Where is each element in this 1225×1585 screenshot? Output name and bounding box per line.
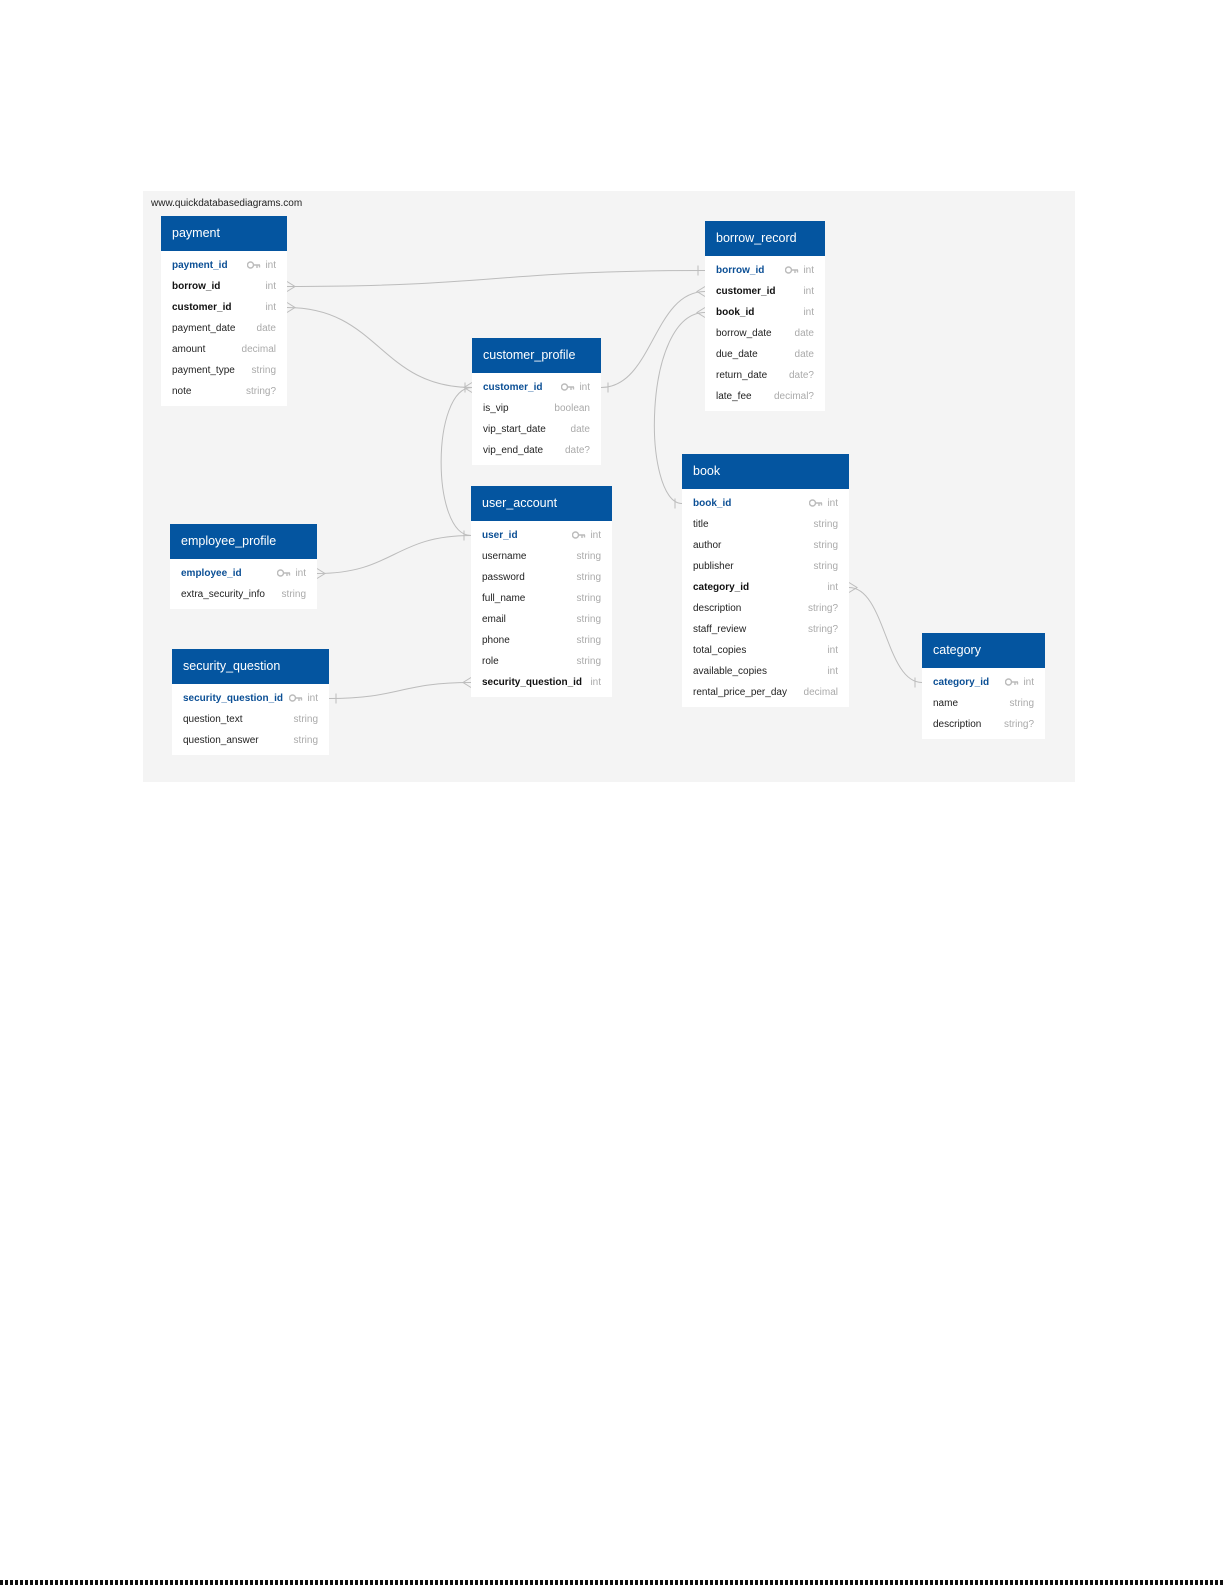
field-type-text: int — [803, 286, 814, 297]
field-row[interactable] — [682, 535, 849, 556]
field-name: security_question_id — [482, 677, 583, 688]
table-title[interactable]: user_account — [471, 486, 612, 521]
field-row[interactable] — [705, 344, 825, 365]
field-type-text: int — [590, 677, 601, 688]
field-type-text: int — [579, 382, 590, 393]
field-name: email — [482, 614, 506, 625]
field-type — [257, 318, 276, 339]
field-type-text: date? — [788, 370, 814, 381]
field-name: security_question_id — [183, 693, 284, 704]
key-icon — [277, 563, 291, 584]
key-icon — [785, 260, 799, 281]
field-type — [561, 377, 590, 398]
field-name: due_date — [716, 349, 758, 360]
field-type-text: boolean — [554, 403, 590, 414]
field-type-text: int — [827, 498, 838, 509]
field-name: book_id — [693, 498, 732, 509]
field-type-text: string — [576, 572, 601, 583]
field-name: description — [693, 603, 742, 614]
field-name: is_vip — [483, 403, 509, 414]
field-row[interactable] — [161, 276, 287, 297]
field-type — [577, 567, 601, 588]
field-name: description — [933, 719, 982, 730]
field-row[interactable] — [705, 386, 825, 407]
field-row[interactable] — [682, 640, 849, 661]
field-name: question_text — [183, 714, 243, 725]
field-name: username — [482, 551, 527, 562]
field-row[interactable] — [705, 281, 825, 302]
field-type — [577, 546, 601, 567]
key-icon — [572, 525, 586, 546]
field-row[interactable] — [471, 546, 612, 567]
field-name: customer_id — [483, 382, 543, 393]
field-name: return_date — [716, 370, 768, 381]
field-row[interactable] — [922, 672, 1045, 693]
field-row[interactable] — [922, 693, 1045, 714]
field-name: borrow_id — [172, 281, 221, 292]
bottom-rule — [0, 1580, 1225, 1585]
field-type-text: int — [827, 645, 838, 656]
field-type-text: int — [265, 260, 276, 271]
field-name: full_name — [482, 593, 526, 604]
field-type — [577, 609, 601, 630]
watermark: www.quickdatabasediagrams.com — [151, 198, 303, 209]
field-type-text: string — [576, 551, 601, 562]
field-row[interactable] — [161, 297, 287, 318]
key-icon — [1005, 672, 1019, 693]
field-row[interactable] — [472, 398, 601, 419]
table-title[interactable]: category — [922, 633, 1045, 668]
field-row[interactable] — [922, 714, 1045, 735]
field-type-text: decimal — [241, 344, 276, 355]
field-type — [827, 661, 838, 682]
field-type-text: date — [256, 323, 276, 334]
field-name: book_id — [716, 307, 755, 318]
field-row[interactable] — [472, 377, 601, 398]
field-type — [795, 344, 814, 365]
field-type-text: string? — [1003, 719, 1034, 730]
field-name: customer_id — [716, 286, 776, 297]
field-name: customer_id — [172, 302, 232, 313]
field-type-text: string — [813, 561, 838, 572]
table-fields — [922, 668, 1045, 739]
field-name: publisher — [693, 561, 734, 572]
field-name: user_id — [482, 530, 518, 541]
field-row[interactable] — [170, 584, 317, 605]
field-name: category_id — [693, 582, 750, 593]
table-fields — [161, 251, 287, 406]
field-row[interactable] — [161, 339, 287, 360]
table-title[interactable]: book — [682, 454, 849, 489]
table-title[interactable]: borrow_record — [705, 221, 825, 256]
field-type-text: int — [590, 530, 601, 541]
field-row[interactable] — [705, 302, 825, 323]
field-row[interactable] — [161, 255, 287, 276]
key-icon — [809, 493, 823, 514]
field-row[interactable] — [682, 493, 849, 514]
table-title[interactable]: employee_profile — [170, 524, 317, 559]
field-row[interactable] — [471, 525, 612, 546]
key-icon — [561, 377, 575, 398]
field-name: note — [172, 386, 192, 397]
field-type — [814, 514, 838, 535]
field-name: role — [482, 656, 499, 667]
field-type-text: int — [295, 568, 306, 579]
field-row[interactable] — [471, 609, 612, 630]
field-type — [265, 297, 276, 318]
field-type — [590, 672, 601, 693]
field-type — [814, 535, 838, 556]
field-type-text: date — [794, 328, 814, 339]
field-type — [803, 302, 814, 323]
field-row[interactable] — [172, 709, 329, 730]
field-type — [282, 584, 306, 605]
field-row[interactable] — [471, 567, 612, 588]
table-borrow-record[interactable] — [705, 221, 825, 411]
table-title[interactable]: security_question — [172, 649, 329, 684]
table-title[interactable]: customer_profile — [472, 338, 601, 373]
field-type-text: int — [265, 281, 276, 292]
field-name: payment_id — [172, 260, 228, 271]
field-type — [577, 630, 601, 651]
field-row[interactable] — [471, 630, 612, 651]
field-row[interactable] — [161, 381, 287, 402]
field-type-text: int — [803, 307, 814, 318]
field-name: payment_date — [172, 323, 236, 334]
field-row[interactable] — [682, 682, 849, 703]
field-row[interactable] — [170, 563, 317, 584]
field-type-text: int — [803, 265, 814, 276]
field-type — [789, 365, 814, 386]
field-type-text: string — [576, 593, 601, 604]
field-type — [803, 281, 814, 302]
field-type — [827, 577, 838, 598]
field-name: available_copies — [693, 666, 767, 677]
table-fields — [170, 559, 317, 609]
field-type-text: date — [570, 424, 590, 435]
field-name: name — [933, 698, 959, 709]
field-row[interactable] — [472, 440, 601, 461]
table-fields — [472, 373, 601, 465]
field-type — [572, 525, 601, 546]
field-name: employee_id — [181, 568, 242, 579]
field-row[interactable] — [471, 588, 612, 609]
field-type-text: string — [576, 614, 601, 625]
field-name: amount — [172, 344, 206, 355]
field-row[interactable] — [682, 514, 849, 535]
field-row[interactable] — [161, 360, 287, 381]
field-type — [252, 360, 276, 381]
field-row[interactable] — [682, 661, 849, 682]
table-category[interactable] — [922, 633, 1045, 739]
field-type-text: int — [265, 302, 276, 313]
field-type-text: string? — [807, 603, 838, 614]
field-name: borrow_id — [716, 265, 765, 276]
field-type — [827, 640, 838, 661]
field-name: staff_review — [693, 624, 747, 635]
field-type — [785, 260, 814, 281]
field-type — [247, 255, 276, 276]
field-type — [577, 588, 601, 609]
table-title[interactable]: payment — [161, 216, 287, 251]
field-row[interactable] — [471, 651, 612, 672]
field-type-text: string — [281, 589, 306, 600]
field-name: payment_type — [172, 365, 235, 376]
table-security-question[interactable] — [172, 649, 329, 755]
field-type-text: string — [293, 714, 318, 725]
field-row[interactable] — [705, 260, 825, 281]
field-type-text: int — [307, 693, 318, 704]
table-fields — [682, 489, 849, 707]
table-customer-profile[interactable] — [472, 338, 601, 465]
field-type — [554, 398, 590, 419]
field-type — [294, 709, 318, 730]
field-type — [294, 730, 318, 751]
field-name: late_fee — [716, 391, 752, 402]
field-type — [265, 276, 276, 297]
field-type — [242, 339, 276, 360]
field-row[interactable] — [472, 419, 601, 440]
table-payment[interactable] — [161, 216, 287, 406]
field-name: password — [482, 572, 525, 583]
field-row[interactable] — [471, 672, 612, 693]
field-type-text: date? — [564, 445, 590, 456]
table-user-account[interactable] — [471, 486, 612, 697]
field-name: title — [693, 519, 709, 530]
field-type — [577, 651, 601, 672]
field-type-text: decimal? — [773, 391, 814, 402]
field-type-text: date — [794, 349, 814, 360]
field-type-text: string — [576, 656, 601, 667]
field-type-text: string — [251, 365, 276, 376]
field-name: borrow_date — [716, 328, 772, 339]
field-type-text: string — [576, 635, 601, 646]
field-name: vip_end_date — [483, 445, 544, 456]
field-type — [1005, 672, 1034, 693]
field-row[interactable] — [682, 577, 849, 598]
key-icon — [289, 688, 303, 709]
key-icon — [247, 255, 261, 276]
field-type — [1004, 714, 1034, 735]
table-fields — [172, 684, 329, 755]
table-fields — [471, 521, 612, 697]
field-name: phone — [482, 635, 510, 646]
field-row[interactable] — [682, 619, 849, 640]
field-name: category_id — [933, 677, 990, 688]
field-type — [246, 381, 276, 402]
field-row[interactable] — [705, 323, 825, 344]
field-name: rental_price_per_day — [693, 687, 787, 698]
field-type-text: string — [293, 735, 318, 746]
field-type — [289, 688, 318, 709]
field-type — [277, 563, 306, 584]
field-name: author — [693, 540, 722, 551]
field-name: vip_start_date — [483, 424, 546, 435]
field-type — [814, 556, 838, 577]
field-type-text: string? — [245, 386, 276, 397]
field-type — [774, 386, 814, 407]
field-type — [795, 323, 814, 344]
field-name: extra_security_info — [181, 589, 265, 600]
field-name: total_copies — [693, 645, 747, 656]
field-type-text: int — [827, 582, 838, 593]
field-type — [804, 682, 838, 703]
field-type-text: int — [1023, 677, 1034, 688]
table-employee-profile[interactable] — [170, 524, 317, 609]
field-row[interactable] — [172, 688, 329, 709]
field-type-text: string — [813, 519, 838, 530]
field-row[interactable] — [705, 365, 825, 386]
field-type-text: string? — [807, 624, 838, 635]
field-type — [808, 598, 838, 619]
field-row[interactable] — [682, 556, 849, 577]
field-type — [565, 440, 590, 461]
field-row[interactable] — [161, 318, 287, 339]
table-book[interactable] — [682, 454, 849, 707]
field-type — [809, 493, 838, 514]
field-type-text: string — [813, 540, 838, 551]
field-type — [1010, 693, 1034, 714]
field-type — [571, 419, 590, 440]
field-type-text: string — [1009, 698, 1034, 709]
field-type — [808, 619, 838, 640]
field-type-text: int — [827, 666, 838, 677]
field-row[interactable] — [682, 598, 849, 619]
table-fields — [705, 256, 825, 411]
field-name: question_answer — [183, 735, 259, 746]
field-type-text: decimal — [803, 687, 838, 698]
field-row[interactable] — [172, 730, 329, 751]
